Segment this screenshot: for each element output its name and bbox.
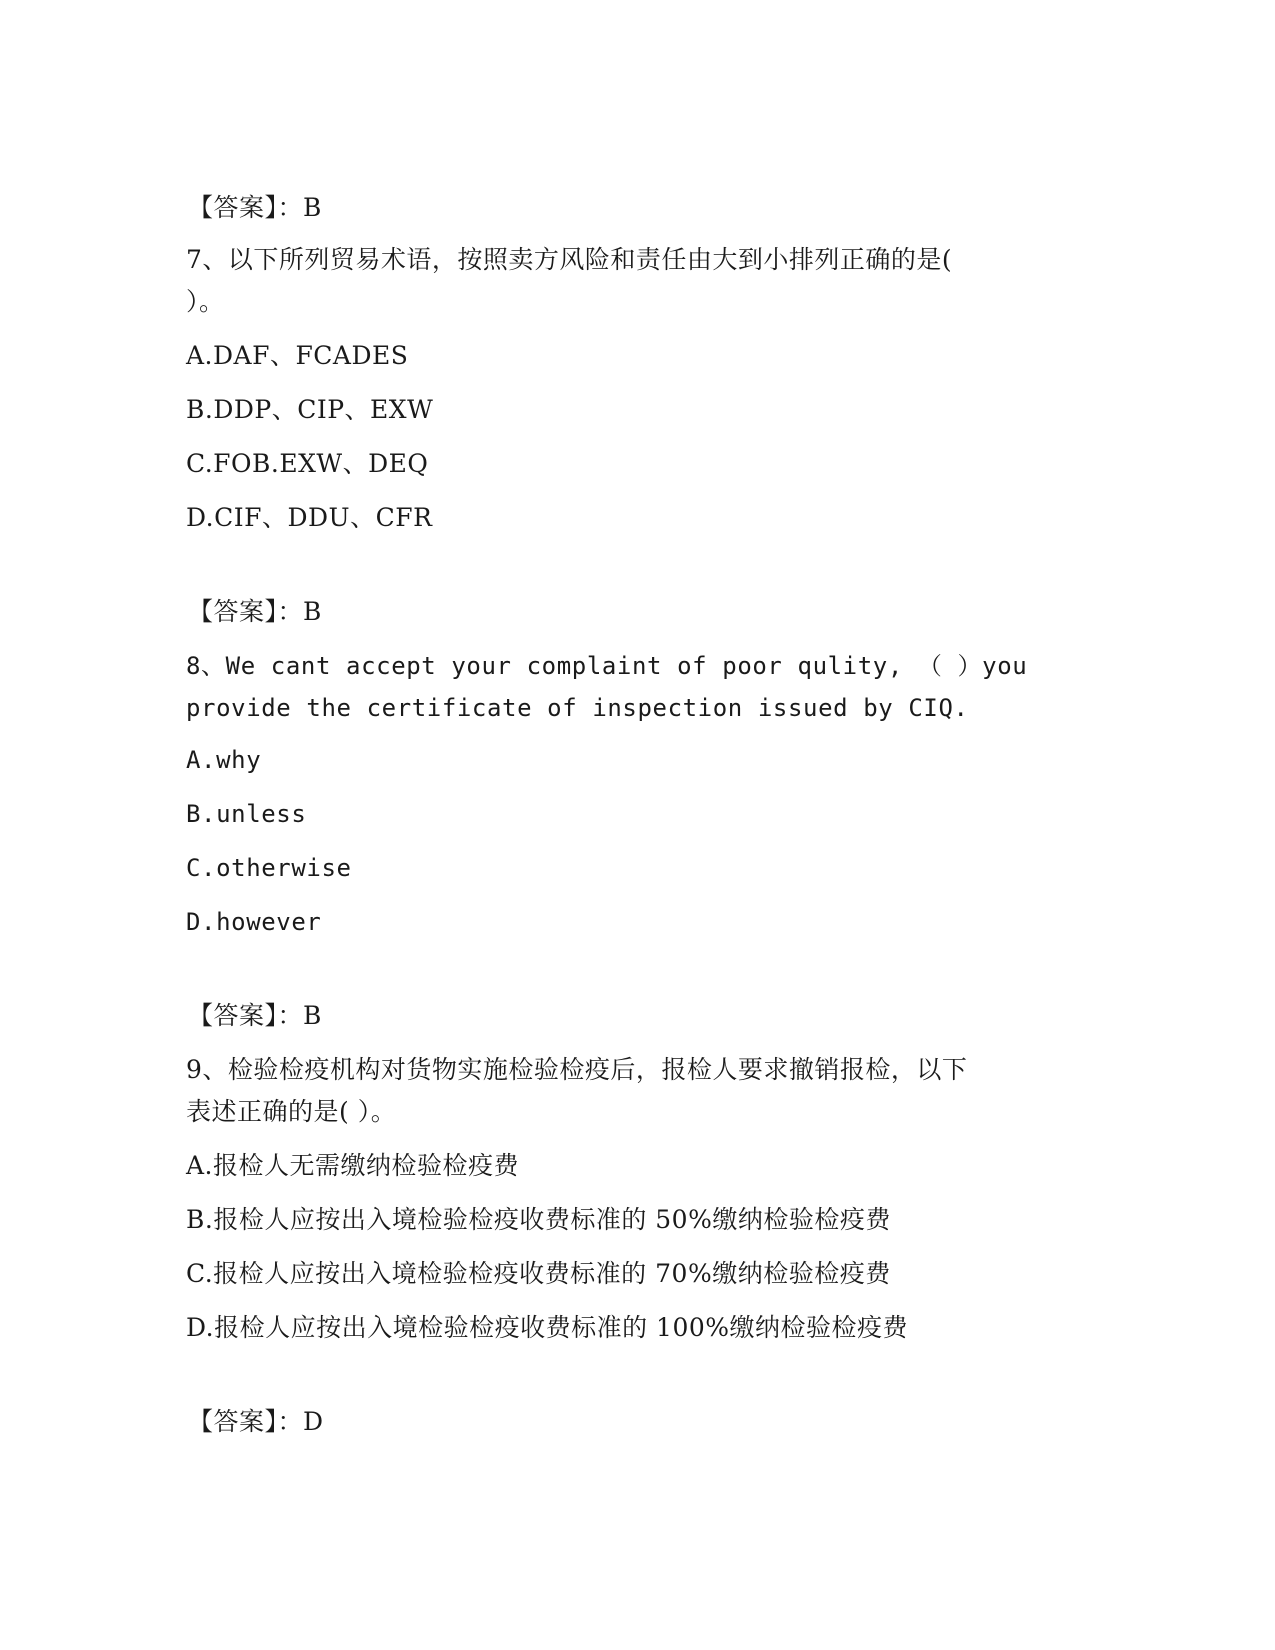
question-8-option-c: C.otherwise	[186, 854, 352, 882]
question-7-option-c: C.FOB.EXW、DEQ	[186, 449, 429, 478]
question-9-answer: 【答案】：D	[188, 1407, 324, 1436]
question-8-option-a: A.why	[186, 746, 262, 774]
question-7-option-b: B.DDP、CIP、EXW	[186, 395, 434, 424]
question-7-answer: 【答案】：B	[188, 597, 322, 626]
question-9-option-d: D.报检人应按出入境检验检疫收费标准的 100%缴纳检验检疫费	[186, 1313, 909, 1342]
question-9-option-b: B.报检人应按出入境检验检疫收费标准的 50%缴纳检验检疫费	[186, 1205, 891, 1234]
question-8-stem-line-1: 8、We cant accept your complaint of poor qulity, （ ）you	[186, 652, 1028, 680]
question-7-option-a: A.DAF、FCADES	[186, 341, 409, 370]
answer-line: 【答案】：B	[188, 193, 322, 222]
question-7-stem-line-1: 7、以下所列贸易术语，按照卖方风险和责任由大到小排列正确的是(	[186, 245, 953, 274]
question-8-answer: 【答案】：B	[188, 1001, 322, 1030]
question-8-stem-line-2: provide the certificate of inspection issued by CIQ.	[186, 694, 969, 722]
question-9-stem-line-1: 9、检验检疫机构对货物实施检验检疫后，报检人要求撤销报检，以下	[186, 1055, 968, 1084]
question-8-option-b: B.unless	[186, 800, 307, 828]
question-7-stem-line-2: ）。	[186, 287, 225, 316]
question-9-stem-line-2: 表述正确的是( ）。	[186, 1097, 397, 1126]
question-8-option-d: D.however	[186, 908, 322, 936]
question-9-option-c: C.报检人应按出入境检验检疫收费标准的 70%缴纳检验检疫费	[186, 1259, 891, 1288]
question-9-option-a: A.报检人无需缴纳检验检疫费	[186, 1151, 520, 1180]
question-7-option-d: D.CIF、DDU、CFR	[186, 503, 433, 532]
